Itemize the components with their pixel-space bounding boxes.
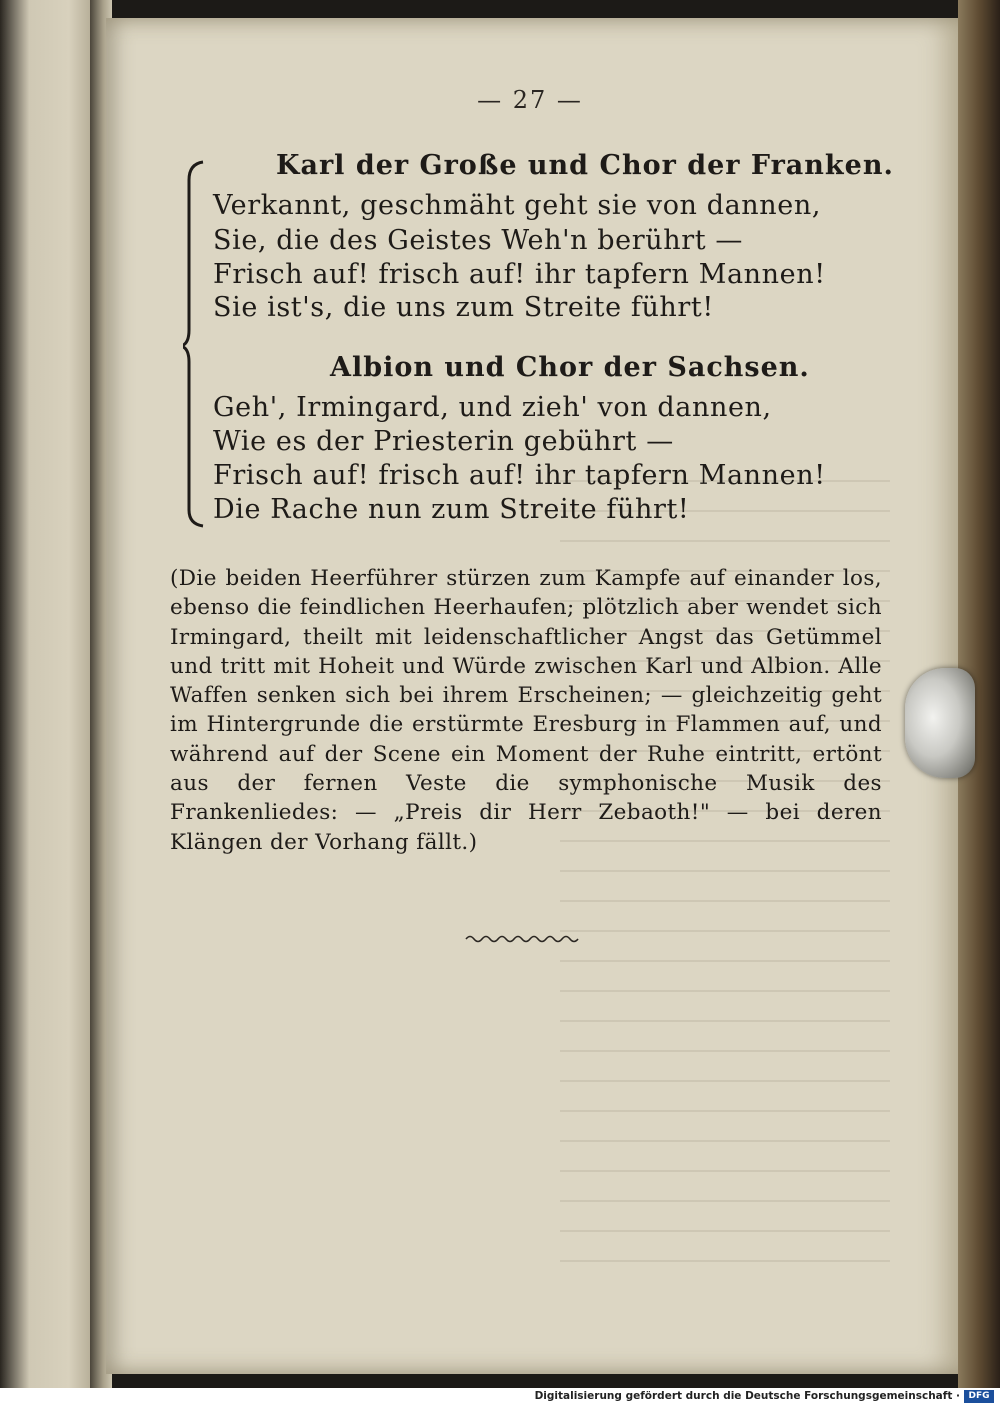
page-number: — 27 — <box>477 86 583 114</box>
wavy-ornament <box>464 930 584 948</box>
verse-line: Verkannt, geschmäht geht sie von dannen, <box>213 190 822 221</box>
verse-line: Wie es der Priesterin gebührt — <box>213 426 674 457</box>
section-heading-franks: Karl der Große und Chor der Franken. <box>276 150 894 181</box>
stage-direction: (Die beiden Heerführer stürzen zum Kampfe auf einander los, ebenso die feindlichen Heerhaufen; plötzlich aber wendet sich Irmingard, theilt mit leidenschaftlicher Angst das Getümmel und tritt mit Hoheit und Würde zwischen Karl und Albion. Alle Waffen senken sich bei ihrem Erscheinen; — gleichzeitig geht im Hintergrunde die erstürmte Eresburg in Flammen auf, und während auf der Scene ein Moment der Ruhe eintritt, ertönt aus der fernen Veste die symphonische Musik des Frankenliedes: — „Preis dir Herr Zebaoth!" — bei deren Klängen der Vorhang fällt.) <box>170 566 882 855</box>
left-page-edge <box>0 0 98 1388</box>
verse-line: Die Rache nun zum Streite führt! <box>213 494 690 525</box>
verse-line: Sie, die des Geistes Weh'n berührt — <box>213 225 743 256</box>
footer-credit: Digitalisierung gefördert durch die Deutsche Forschungsgemeinschaft · <box>534 1390 960 1402</box>
verse-line: Sie ist's, die uns zum Streite führt! <box>213 292 714 323</box>
verse-line: Frisch auf! frisch auf! ihr tapfern Mannen! <box>213 259 826 290</box>
dfg-logo: DFG <box>964 1390 994 1403</box>
verse-line: Frisch auf! frisch auf! ihr tapfern Mannen! <box>213 460 826 491</box>
section-heading-saxons: Albion und Chor der Sachsen. <box>330 352 810 383</box>
curly-brace <box>183 160 207 528</box>
glass-page-weight <box>905 668 975 778</box>
verse-line: Geh', Irmingard, und zieh' von dannen, <box>213 392 772 423</box>
